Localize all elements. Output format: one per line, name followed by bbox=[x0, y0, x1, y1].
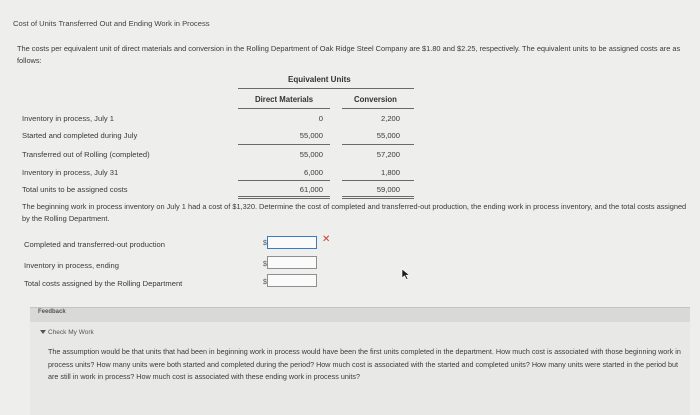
direct-header-underline bbox=[238, 108, 330, 109]
row-label: Transferred out of Rolling (completed) bbox=[22, 150, 150, 159]
check-my-work-label: Check My Work bbox=[48, 329, 94, 336]
currency-symbol: $ bbox=[263, 261, 267, 268]
page-title: Cost of Units Transferred Out and Ending Work in Process bbox=[13, 19, 210, 28]
completed-transferred-input[interactable] bbox=[267, 236, 317, 249]
feedback-text: The assumption would be that units that had been in beginning work in process would have been the first units completed in the department. How much cost is associated with those beginning work in process units? How many units were both started and completed during the period? How much cost is associated with the started and completed units? How many units were started in the period but are still in work in process? How much cost is associated with these ending work in process units? bbox=[48, 347, 681, 381]
total-rule-direct bbox=[238, 180, 330, 181]
row-label: Started and completed during July bbox=[22, 131, 138, 140]
problem-intro: The costs per equivalent unit of direct materials and conversion in the Rolling Department of Oak Ridge Steel Company are $1.80 and $2.25, respectively. The equivalent units to be assigned costs are as follows: bbox=[17, 44, 681, 65]
conversion-value: 57,200 bbox=[376, 150, 400, 159]
feedback-label: Feedback bbox=[38, 309, 66, 315]
row-label: Total units to be assigned costs bbox=[22, 185, 128, 194]
direct-value: 55,000 bbox=[299, 131, 323, 140]
row-label: Inventory in process, July 31 bbox=[22, 168, 119, 177]
conversion-value: 59,000 bbox=[376, 185, 400, 194]
feedback-header bbox=[30, 307, 690, 322]
mouse-pointer-icon bbox=[401, 268, 411, 280]
conversion-header-underline bbox=[342, 108, 414, 109]
direct-value: 55,000 bbox=[299, 150, 323, 159]
double-rule-direct-2 bbox=[238, 198, 330, 199]
subtotal-rule-conversion bbox=[342, 144, 414, 145]
total-costs-input[interactable] bbox=[267, 274, 317, 287]
caret-down-icon bbox=[40, 330, 46, 334]
row-label: Inventory in process, July 1 bbox=[22, 114, 115, 123]
conversion-header: Conversion bbox=[354, 95, 397, 104]
direct-value: 6,000 bbox=[303, 168, 323, 177]
conversion-value: 55,000 bbox=[376, 131, 400, 140]
question-text: The beginning work in process inventory on July 1 had a cost of $1,320. Determine the cost of completed and transferred-out production, the ending work in process inventory, and the total costs assigned by the Rolling Department. bbox=[22, 202, 687, 223]
ending-inventory-input[interactable] bbox=[267, 256, 317, 269]
direct-value: 0 bbox=[318, 114, 323, 123]
currency-symbol: $ bbox=[263, 240, 267, 247]
conversion-value: 2,200 bbox=[380, 114, 400, 123]
answer-label: Completed and transferred-out production bbox=[24, 240, 165, 249]
equivalent-units-header: Equivalent Units bbox=[288, 75, 351, 84]
answer-label: Inventory in process, ending bbox=[24, 261, 119, 270]
x-icon: ✕ bbox=[322, 234, 331, 245]
total-rule-conversion bbox=[342, 180, 414, 181]
answer-label: Total costs assigned by the Rolling Department bbox=[24, 279, 183, 288]
check-my-work-toggle[interactable] bbox=[40, 329, 94, 336]
header-rule bbox=[238, 88, 414, 89]
conversion-value: 1,800 bbox=[380, 168, 400, 177]
direct-value: 61,000 bbox=[299, 185, 323, 194]
double-rule-direct bbox=[238, 196, 330, 197]
double-rule-conversion bbox=[342, 196, 414, 197]
currency-symbol: $ bbox=[263, 279, 267, 286]
subtotal-rule-direct bbox=[238, 144, 330, 145]
direct-materials-header: Direct Materials bbox=[255, 95, 314, 104]
double-rule-conversion-2 bbox=[342, 198, 414, 199]
